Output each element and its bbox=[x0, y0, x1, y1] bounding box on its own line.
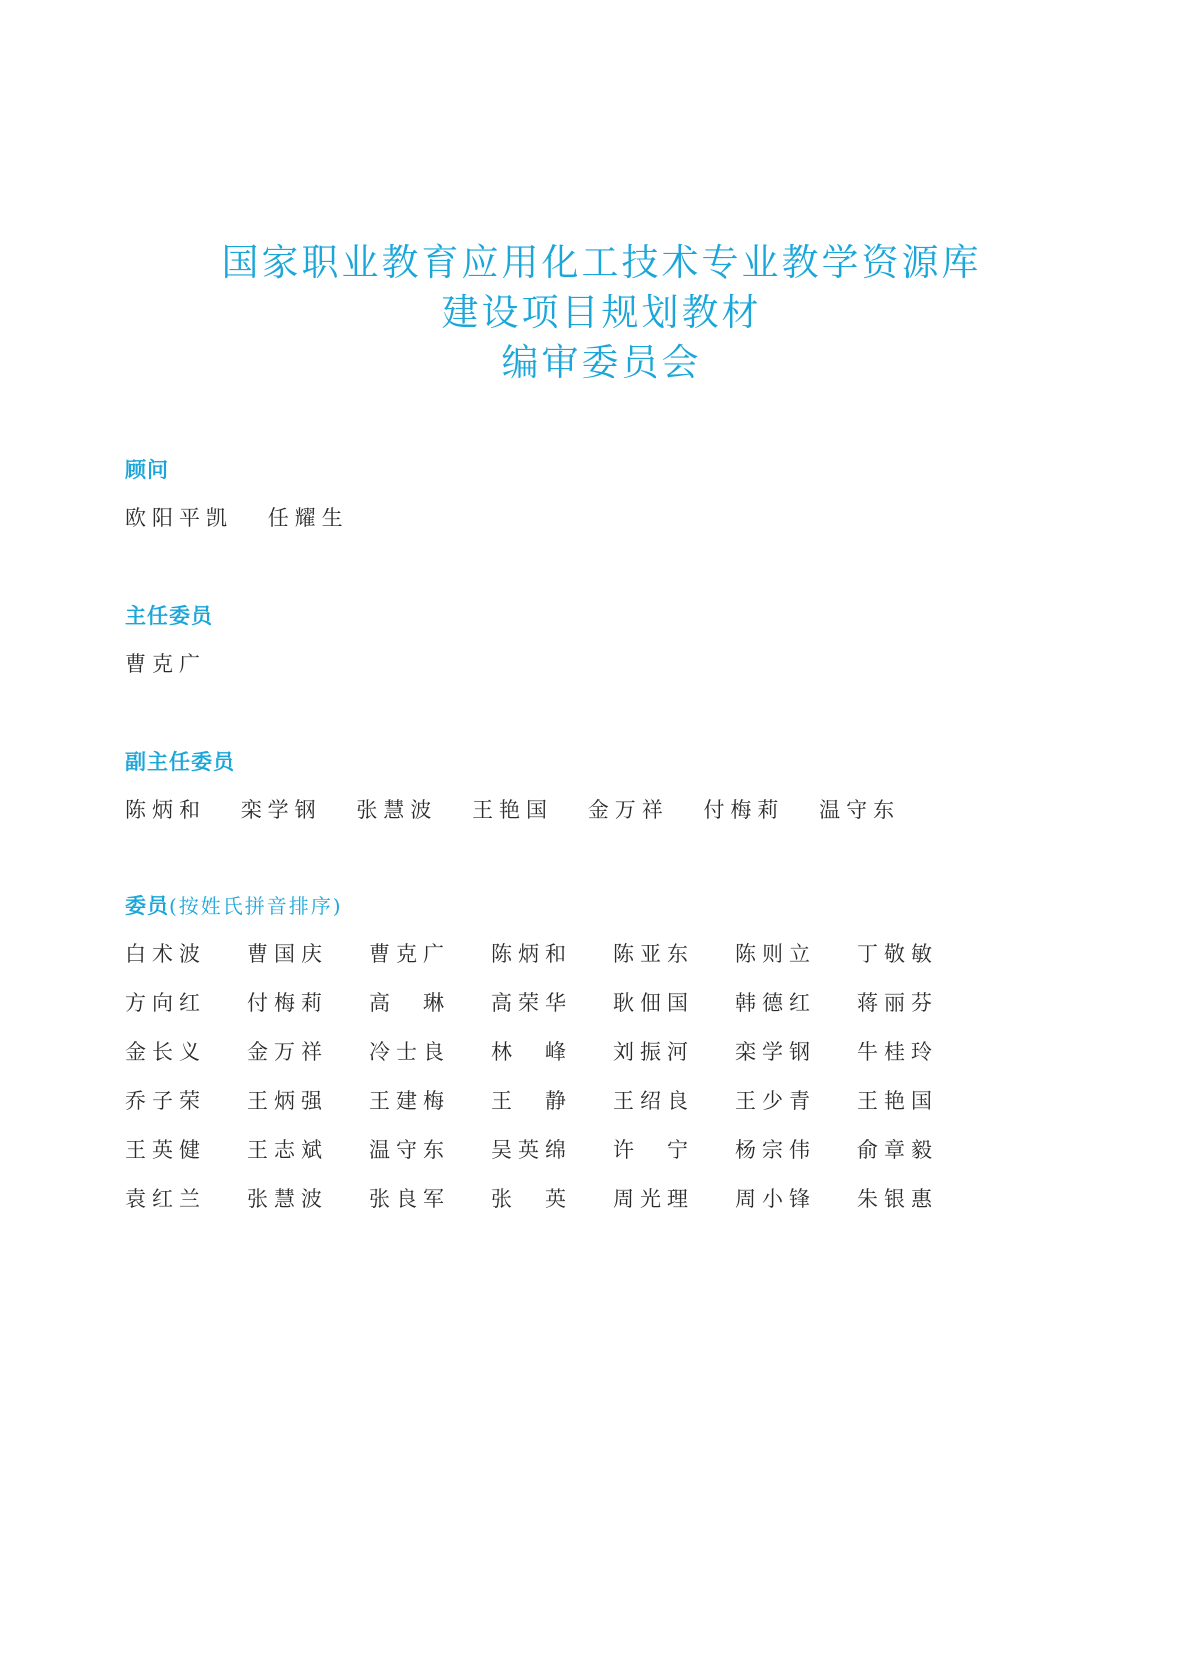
vice-director-name: 栾学钢 bbox=[240, 798, 322, 822]
member-name: 王绍良 bbox=[613, 1089, 694, 1113]
member-name: 林 峰 bbox=[491, 1040, 572, 1064]
member-name: 丁敬敏 bbox=[857, 942, 938, 966]
member-name: 陈则立 bbox=[735, 942, 816, 966]
member-name: 张慧波 bbox=[247, 1187, 328, 1211]
title-line-2: 建设项目规划教材 bbox=[441, 291, 762, 334]
members-heading bbox=[125, 892, 979, 920]
member-name: 陈炳和 bbox=[491, 942, 572, 966]
title-line-3: 编审委员会 bbox=[501, 341, 702, 384]
member-name: 王建梅 bbox=[369, 1089, 450, 1113]
member-name: 周小锋 bbox=[735, 1187, 816, 1211]
members-grid bbox=[125, 940, 979, 1234]
vice-director-name: 王艳国 bbox=[472, 798, 554, 822]
member-row bbox=[125, 1185, 979, 1234]
advisors-names bbox=[125, 504, 371, 532]
members-section bbox=[125, 892, 979, 1234]
member-name: 金长义 bbox=[125, 1040, 206, 1064]
member-row bbox=[125, 1038, 979, 1087]
member-name: 朱银惠 bbox=[857, 1187, 938, 1211]
member-name: 许 宁 bbox=[613, 1138, 694, 1162]
member-name: 周光理 bbox=[613, 1187, 694, 1211]
member-name: 高 琳 bbox=[369, 991, 450, 1015]
director-name: 曹克广 bbox=[125, 652, 206, 676]
member-name: 曹国庆 bbox=[247, 942, 328, 966]
vice-director-name: 陈炳和 bbox=[125, 798, 206, 822]
member-name: 王志斌 bbox=[247, 1138, 328, 1162]
member-row bbox=[125, 989, 979, 1038]
member-name: 王少青 bbox=[735, 1089, 816, 1113]
title-line-1: 国家职业教育应用化工技术专业教学资源库 bbox=[221, 241, 982, 284]
member-row bbox=[125, 940, 979, 989]
vice-director-name: 张慧波 bbox=[356, 798, 438, 822]
director-names bbox=[125, 650, 228, 678]
member-name: 曹克广 bbox=[369, 942, 450, 966]
advisor-name: 欧阳平凯 bbox=[125, 506, 233, 530]
advisors-heading: 顾问 bbox=[125, 458, 169, 482]
vice-directors-heading: 副主任委员 bbox=[125, 750, 235, 774]
member-name: 张 英 bbox=[491, 1187, 572, 1211]
member-name: 冷士良 bbox=[369, 1040, 450, 1064]
member-name: 牛桂玲 bbox=[857, 1040, 938, 1064]
member-name: 吴英绵 bbox=[491, 1138, 572, 1162]
member-name: 金万祥 bbox=[247, 1040, 328, 1064]
member-name: 付梅莉 bbox=[247, 991, 328, 1015]
members-heading-label: 委员 bbox=[125, 894, 169, 918]
member-name: 王 静 bbox=[491, 1089, 572, 1113]
member-name: 栾学钢 bbox=[735, 1040, 816, 1064]
member-name: 蒋丽芬 bbox=[857, 991, 938, 1015]
member-name: 方向红 bbox=[125, 991, 206, 1015]
member-name: 杨宗伟 bbox=[735, 1138, 816, 1162]
director-heading: 主任委员 bbox=[125, 604, 213, 628]
vice-director-name: 付梅莉 bbox=[703, 798, 785, 822]
member-row bbox=[125, 1087, 979, 1136]
member-name: 王炳强 bbox=[247, 1089, 328, 1113]
member-name: 刘振河 bbox=[613, 1040, 694, 1064]
vice-director-name: 温守东 bbox=[819, 798, 901, 822]
member-name: 王艳国 bbox=[857, 1089, 938, 1113]
advisor-name: 任耀生 bbox=[267, 506, 349, 530]
member-name: 乔子荣 bbox=[125, 1089, 206, 1113]
member-name: 耿佃国 bbox=[613, 991, 694, 1015]
member-name: 俞章毅 bbox=[857, 1138, 938, 1162]
advisors-section bbox=[125, 456, 371, 532]
member-name: 温守东 bbox=[369, 1138, 450, 1162]
members-sort-note: (按姓氏拼音排序) bbox=[169, 894, 343, 918]
committee-title bbox=[0, 238, 1203, 388]
vice-director-name: 金万祥 bbox=[587, 798, 669, 822]
member-name: 张良军 bbox=[369, 1187, 450, 1211]
member-name: 袁红兰 bbox=[125, 1187, 206, 1211]
member-name: 王英健 bbox=[125, 1138, 206, 1162]
member-name: 陈亚东 bbox=[613, 942, 694, 966]
member-row bbox=[125, 1136, 979, 1185]
member-name: 韩德红 bbox=[735, 991, 816, 1015]
member-name: 高荣华 bbox=[491, 991, 572, 1015]
vice-directors-names bbox=[125, 796, 922, 824]
vice-directors-section bbox=[125, 748, 922, 824]
member-name: 白术波 bbox=[125, 942, 206, 966]
director-section bbox=[125, 602, 228, 678]
